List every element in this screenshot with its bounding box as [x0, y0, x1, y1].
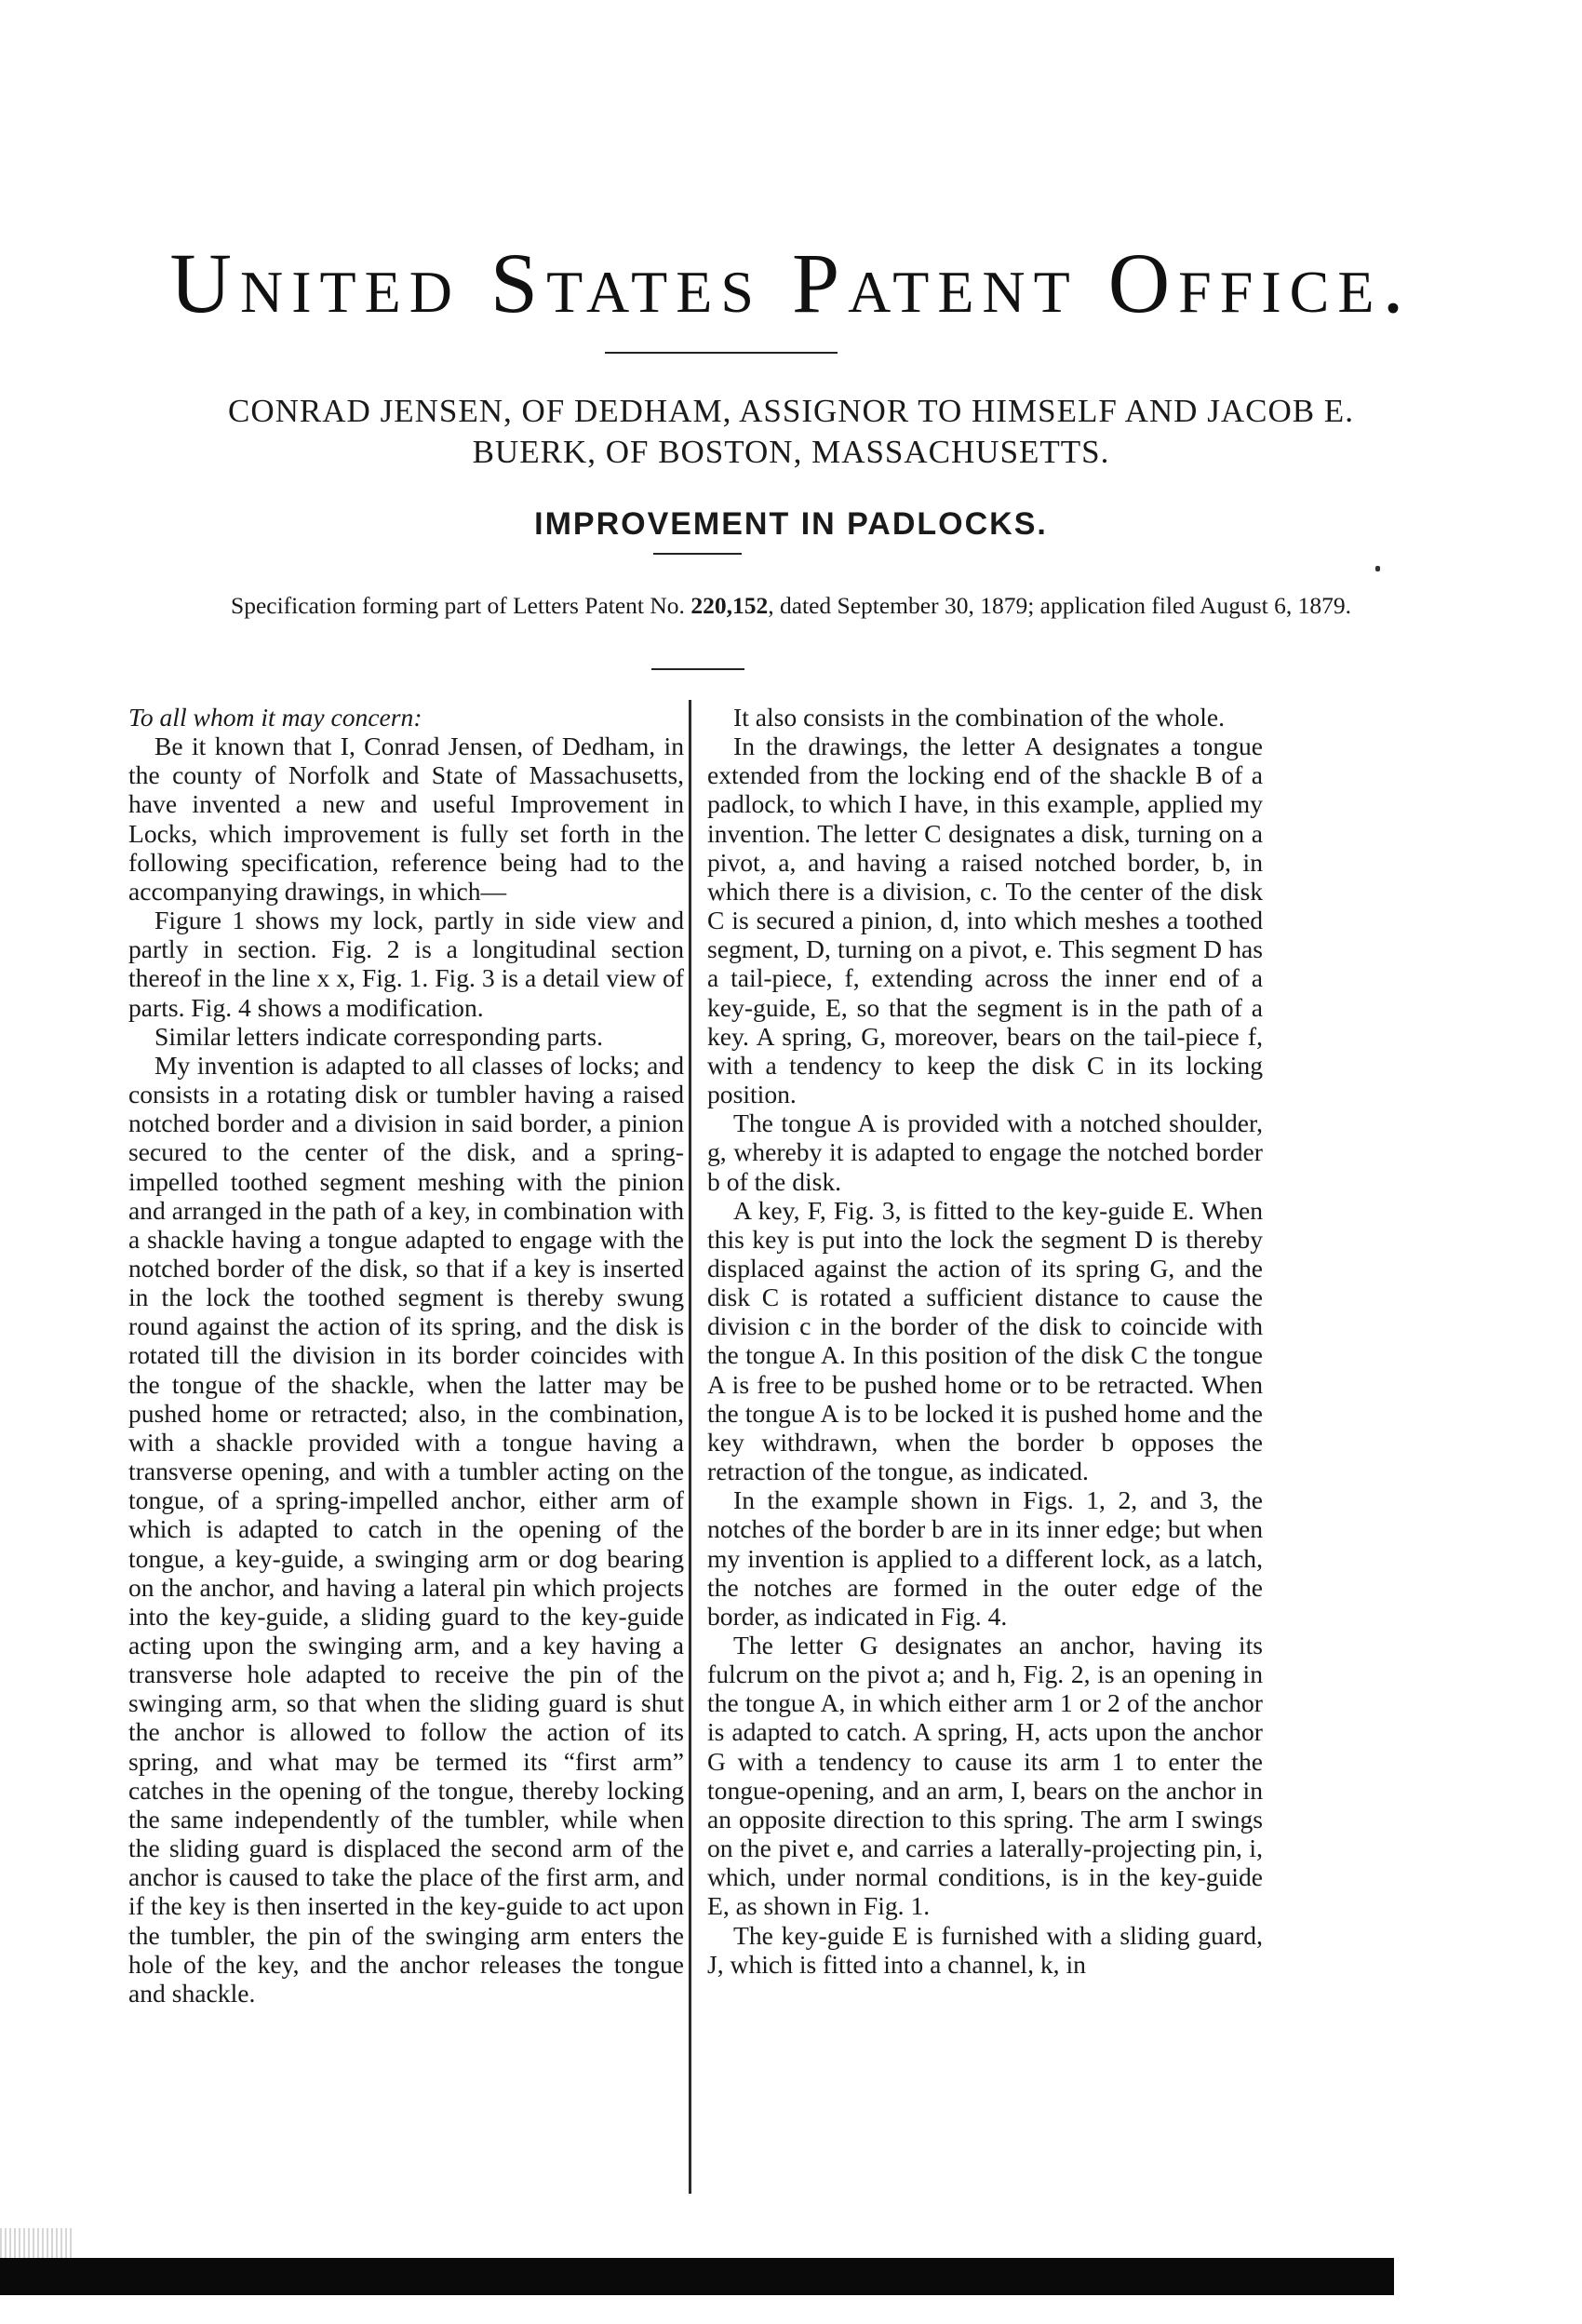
patent-number: 220,152: [690, 592, 769, 619]
scan-speck: [1375, 566, 1380, 571]
salutation: To all whom it may concern:: [128, 703, 422, 732]
spec-suffix: , dated September 30, 1879; application filed August 6, 1879.: [768, 592, 1351, 619]
spec-prefix: Specification forming part of Letters Patent No.: [231, 592, 685, 619]
right-column: [707, 703, 1263, 1979]
column-divider: [689, 700, 691, 2194]
paragraph: A key, F, Fig. 3, is fitted to the key-guide E. When this key is put into the lock the segment D is thereby displaced against the action of its spring G, and the disk C is rotated a sufficient distance to cause the division c in the border of the disk to coincide with the tongue A. In this position of the disk C the tongue A is free to be pushed home or to be retracted. When the tongue A is to be locked it is pushed home and the key withdrawn, when the border b opposes the retraction of the tongue, as indicated.: [707, 1195, 1263, 1486]
paragraph: Similar letters indicate corresponding parts.: [154, 1021, 603, 1051]
scan-border-band: [0, 2258, 1394, 2295]
paragraph: Be it known that I, Conrad Jensen, of Dedham, in the county of Norfolk and State of Massachusetts, have invented a new and useful Improvement in Locks, which improvement is fully set forth in the following specification, reference being had to the accompanying drawings, in which—: [128, 732, 684, 906]
paragraph: The key-guide E is furnished with a sliding guard, J, which is fitted into a channel, k, in: [707, 1920, 1263, 1979]
patent-office-heading: United States Patent Office.: [169, 235, 1413, 330]
paragraph: The letter G designates an anchor, having its fulcrum on the pivot a; and h, Fig. 2, is an opening in the tongue A, in which either arm 1 or 2 of the anchor is adapted to catch. A spring, H, acts upon the anchor G with a tendency to cause its arm 1 to enter the tongue-opening, and an arm, I, bears on the anchor in an opposite direction to this spring. The arm I swings on the pivet e, and carries a laterally-projecting pin, i, which, under normal conditions, is in the key-guide E, as shown in Fig. 1.: [707, 1631, 1263, 1921]
inventors-line-1: CONRAD JENSEN, OF DEDHAM, ASSIGNOR TO HIMSELF AND JACOB E.: [228, 393, 1354, 429]
scan-noise: [0, 2228, 74, 2258]
paragraph: My invention is adapted to all classes of locks; and consists in a rotating disk or tumbler having a raised notched border and a division in said border, a pinion secured to the center of the disk, and a spring-impelled toothed segment meshing with the pinion and arranged in the path of a key, in combination with a shackle having a tongue adapted to engage with the notched border of the disk, so that if a key is inserted in the lock the toothed segment is thereby swung round against the action of its spring, and the disk is rotated till the division in its border coincides with the tongue of the shackle, when the latter may be pushed home or retracted; also, in the combination, with a shackle provided with a tongue having a transverse opening, and with a tumbler acting on the tongue, of a spring-impelled anchor, either arm of which is adapted to catch in the opening of the tongue, a key-guide, a swinging arm or dog bearing on the anchor, and having a lateral pin which projects into the key-guide, a sliding guard to the key-guide acting upon the swinging arm, and a key having a transverse hole adapted to receive the pin of the swinging arm, so that when the sliding guard is shut the anchor is allowed to follow the action of its spring, and what may be termed its “first arm” catches in the opening of the tongue, thereby locking the same independently of the tumbler, while when the sliding guard is displaced the second arm of the anchor is caused to take the place of the first arm, and if the key is then inserted in the key-guide to act upon the tumbler, the pin of the swinging arm enters the hole of the key, and the anchor releases the tongue and shackle.: [128, 1050, 684, 2008]
paragraph: In the example shown in Figs. 1, 2, and 3, the notches of the border b are in its inner edge; but when my invention is applied to a different lock, as a latch, the notches are formed in the outer edge of the border, as indicated in Fig. 4.: [707, 1485, 1263, 1631]
left-column: [128, 703, 684, 2008]
paragraph: The tongue A is provided with a notched shoulder, g, whereby it is adapted to engage the notched border b of the disk.: [707, 1108, 1263, 1196]
inventors-block: [112, 391, 1470, 473]
patent-title: IMPROVEMENT IN PADLOCKS.: [534, 506, 1048, 542]
paragraph: Figure 1 shows my lock, partly in side view and partly in section. Fig. 2 is a longitudinal section thereof in the line x x, Fig. 1. Fig. 3 is a detail view of parts. Fig. 4 shows a modification.: [128, 906, 684, 1022]
spec-rule: [651, 668, 744, 670]
paragraph: It also consists in the combination of the whole.: [733, 703, 1226, 732]
paragraph: In the drawings, the letter A designates a tongue extended from the locking end of the shackle B of a padlock, to which I have, in this example, applied my invention. The letter C designates a disk, turning on a pivot, a, and having a raised notched border, b, in which there is a division, c. To the center of the disk C is secured a pinion, d, into which meshes a toothed segment, D, turning on a pivot, e. This segment D has a tail-piece, f, extending across the inner end of a key-guide, E, so that the segment is in the path of a key. A spring, G, moreover, bears on the tail-piece f, with a tendency to keep the disk C in its locking position.: [707, 732, 1263, 1109]
title-rule: [653, 553, 742, 555]
specification-line: [140, 588, 1442, 623]
inventors-line-2: BUERK, OF BOSTON, MASSACHUSETTS.: [472, 434, 1110, 470]
heading-rule: [605, 352, 838, 354]
